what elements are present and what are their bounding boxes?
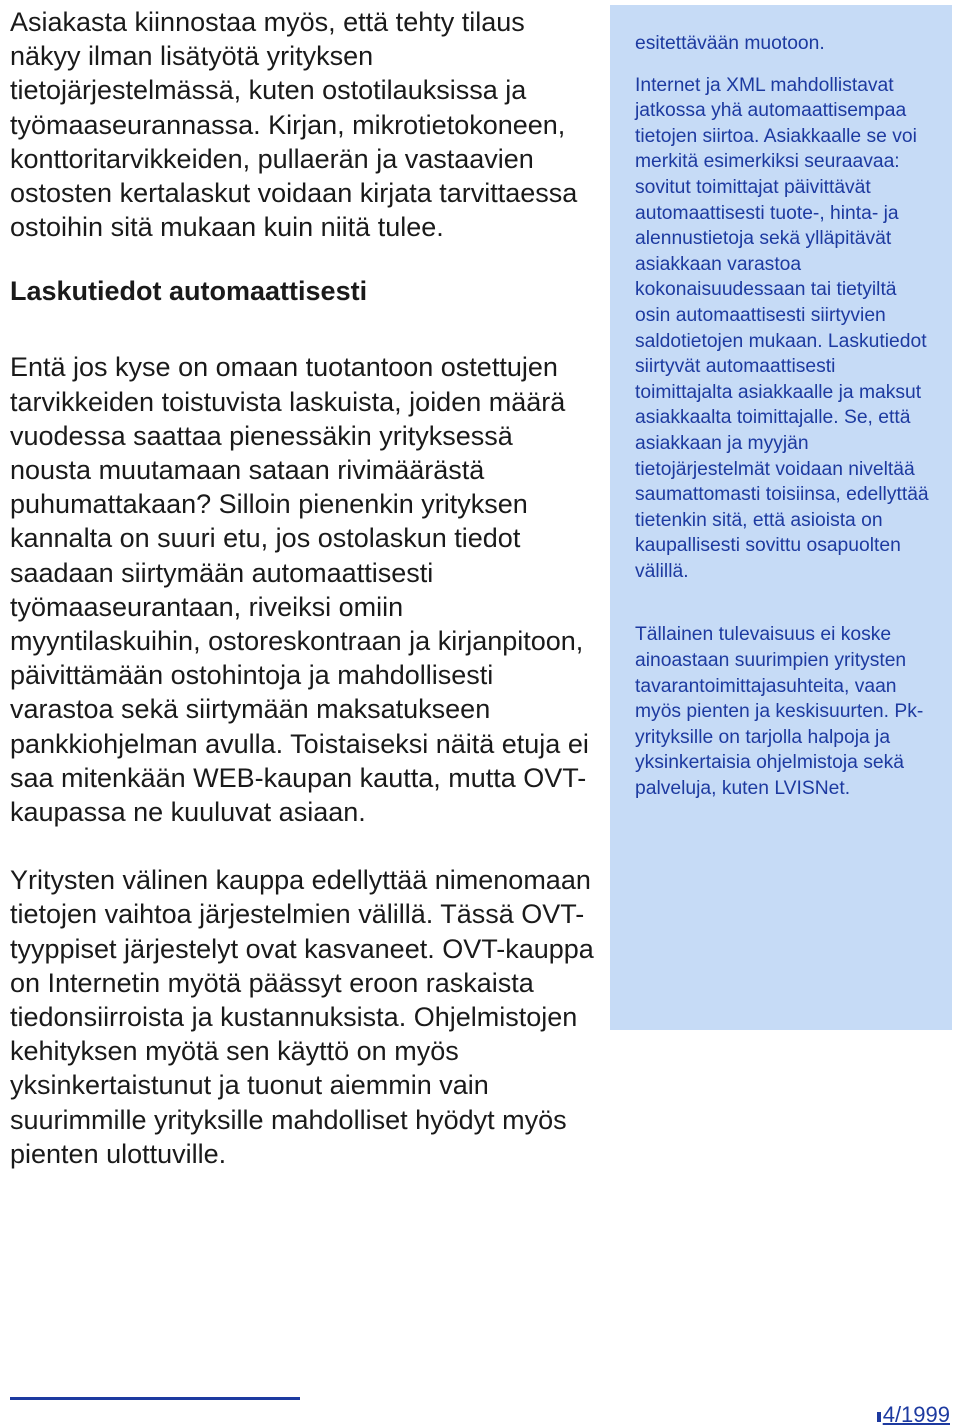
- page-indicator: [877, 1402, 950, 1428]
- body-paragraph-invoices: Entä jos kyse on omaan tuotantoon ostettujen tarvikkeiden toistuvista laskuista, joiden määrä vuodessa saattaa pienessäkin yrityksessä nousta muutamaan sataan rivimäärästä puhumattakaan? Silloin pienenkin yrityksen kannalta on suuri etu, jos ostolaskun tiedot saadaan siirtymään automaattisesti työmaaseurantaan, riveiksi omiin myyntilaskuihin, ostoreskontraan ja kirjanpitoon, päivittämään ostohintoja ja mahdollisesti varastoa sekä siirtymään maksatukseen pankkiohjelman avulla. Toistaiseksi näitä etuja ei saa mitenkään WEB-kaupan kautta, mutta OVT-kaupassa ne kuuluvat asiaan.: [10, 352, 589, 828]
- sidebar-paragraph-continued: esitettävään muotoon.: [635, 33, 825, 54]
- sidebar-paragraph-xml: Internet ja XML mahdollistavat jatkossa yhä automaattisempaa tietojen siirtoa. Asiakkaalle se voi merkitä esimerkiksi seuraavaa: sovitut toimittajat päivittävät automaattisesti tuote-, hinta- ja alennustietoja sekä ylläpitävät asiakkaan varastoa kokonaisuudessaan tai tietyiltä osin automaattisesti siirtyvien saldotietojen mukaan. Laskutiedot siirtyvät automaattisesti toimittajalta asiakkaalle ja maksut asiakkaalta toimittajalle. Se, että asiakkaan ja myyjän tietojärjestelmät voidaan niveltää saumattomasti toisiinsa, edellyttää tietenkin sitä, että asioista on kaupallisesti sovittu osapuolten välillä.: [635, 74, 929, 582]
- page-number-label: 4/1999: [882, 1402, 950, 1427]
- main-article-column: [10, 5, 595, 1171]
- section-heading: Laskutiedot automaattisesti: [10, 276, 368, 307]
- page-marker-icon: [877, 1412, 881, 1422]
- intro-paragraph: Asiakasta kiinnostaa myös, että tehty tilaus näkyy ilman lisätyötä yrityksen tietojärjestelmässä, kuten ostotilauksissa ja työmaaseurannassa. Kirjan, mikrotietokoneen, konttoritarvikkeiden, pullaerän ja vastaavien ostosten kertalaskut voidaan kirjata tarvittaessa ostoihin sitä mukaan kuin niitä tulee.: [10, 7, 578, 243]
- sidebar-box: [610, 5, 952, 1030]
- sidebar-paragraph-future: Tällainen tulevaisuus ei koske ainoastaan suurimpien yritysten tavarantoimittajasuhteita, vaan myös pienten ja keskisuurten. Pk-yrityksille on tarjolla halpoja ja yksinkertaisia ohjelmistoja sekä palveluja, kuten LVISNet.: [635, 624, 924, 800]
- body-paragraph-ovt: Yritysten välinen kauppa edellyttää nimenomaan tietojen vaihtoa järjestelmien välillä. Tässä OVT-tyyppiset järjestelyt ovat kasvaneet. OVT-kauppa on Internetin myötä päässyt eroon raskaista tiedonsiirroista ja kustannuksista. Ohjelmistojen kehityksen myötä sen käyttö on myös yksinkertaistunut ja tuonut aiemmin vain suurimmille yrityksille mahdolliset hyödyt myös pienten ulottuville.: [10, 865, 594, 1169]
- footer-divider: [10, 1397, 300, 1400]
